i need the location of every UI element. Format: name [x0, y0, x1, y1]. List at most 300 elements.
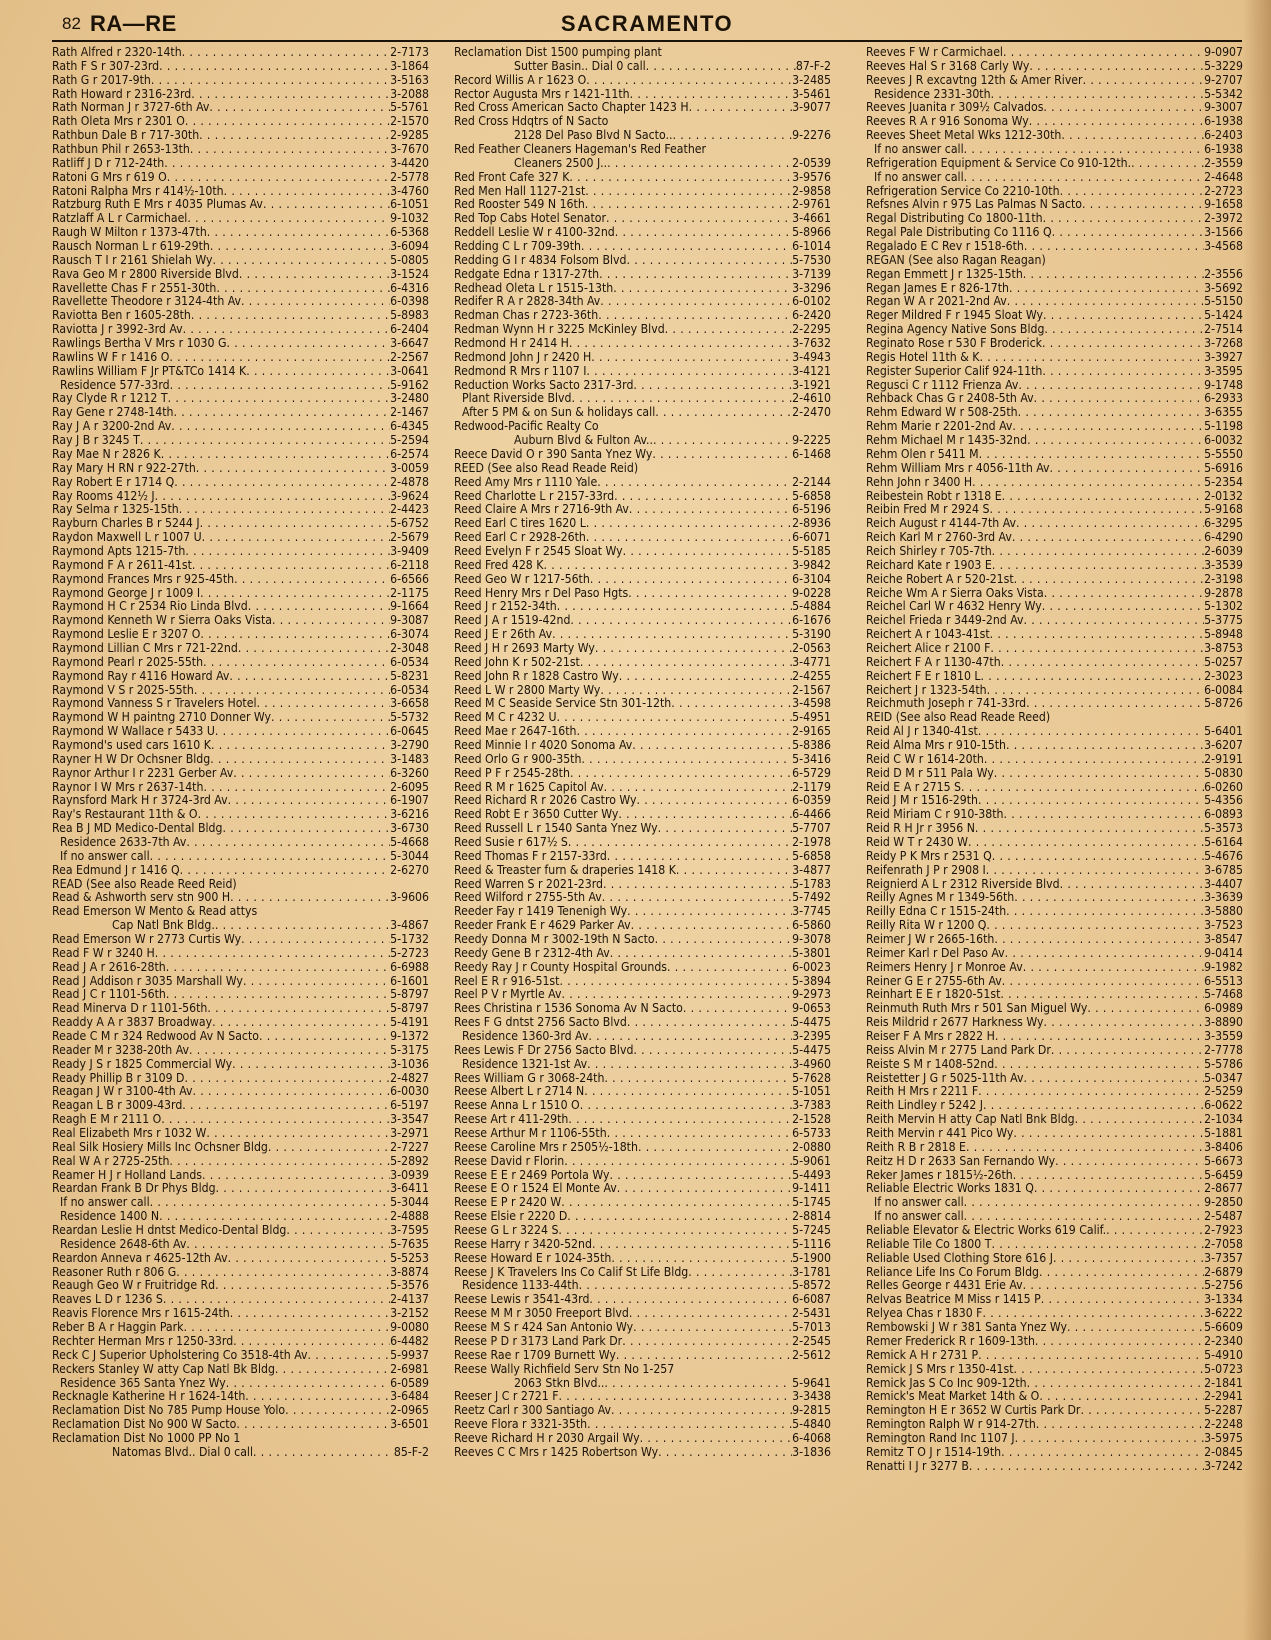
listing-entry: [454, 725, 831, 739]
listing-phone: 3-9409: [390, 544, 429, 558]
listing-phone: 5-7013: [792, 1321, 831, 1335]
listing-entry: [454, 1238, 831, 1252]
leader-dots: [212, 1016, 390, 1030]
listing-phone: 9-1372: [390, 1030, 429, 1044]
leader-dots: [607, 850, 792, 864]
listing-name: Reese Anna L r 1510 O: [454, 1099, 580, 1113]
listing-name: Reeves R A r 916 Sonoma Wy: [866, 115, 1029, 129]
leader-dots: [1012, 420, 1204, 434]
listing-entry: [866, 1002, 1243, 1016]
listing-name: Reclamation Dist No 785 Pump House Yolo: [52, 1404, 286, 1418]
leader-dots: [587, 1058, 792, 1072]
leader-dots: [600, 684, 792, 698]
listing-entry: [454, 337, 831, 351]
listing-entry: [454, 212, 831, 226]
listing-phone: 3-4598: [792, 697, 831, 711]
leader-dots: [580, 1099, 792, 1113]
listing-phone: 2-0563: [792, 641, 831, 655]
listing-entry: [454, 642, 831, 656]
leader-dots: [216, 1182, 391, 1196]
listing-phone: 5-6858: [792, 489, 831, 503]
listing-phone: 5-2354: [1204, 475, 1243, 489]
listing-entry: [52, 74, 429, 88]
listing-name: Red Cross American Sacto Chapter 1423 H: [454, 101, 689, 115]
leader-dots: [991, 88, 1205, 102]
listing-subentry: [454, 1030, 831, 1044]
listing-phone: 5-3229: [1204, 59, 1243, 73]
listing-phone: 5-7530: [792, 253, 831, 267]
listing-phone: 2-0132: [1204, 489, 1243, 503]
listing-name: Red Top Cabs Hotel Senator: [454, 212, 606, 226]
listing-name: Real W A r 2725-25th: [52, 1154, 170, 1168]
listing-name: Reagan J W r 3100-4th Av: [52, 1085, 193, 1099]
leader-dots: [246, 365, 390, 379]
listing-entry: [454, 448, 831, 462]
leader-dots: [616, 1349, 792, 1363]
listing-phone: 5-1881: [1204, 1127, 1243, 1141]
listing-name: Cap Natl Bnk Bldg.: [112, 919, 215, 933]
listing-phone: 6-2403: [1204, 129, 1243, 143]
listing-name: READ (See also Reade Reed Reid): [52, 877, 237, 891]
listing-name: If no answer call: [60, 849, 150, 863]
listing-name: Remick J S Mrs r 1350-41st: [866, 1362, 1014, 1376]
leader-dots: [241, 295, 390, 309]
listing-entry: [454, 1446, 831, 1460]
listing-entry: [52, 808, 429, 822]
listing-entry: [52, 1418, 429, 1432]
listing-phone: 6-4345: [390, 420, 429, 434]
leader-dots: [671, 697, 792, 711]
listing-entry: [52, 476, 429, 490]
listing-phone: 2-1034: [1204, 1113, 1243, 1127]
listing-phone: 3-1334: [1204, 1293, 1243, 1307]
listing-entry: [52, 1349, 429, 1363]
listing-name: Reese Art r 411-29th: [454, 1113, 569, 1127]
leader-dots: [1131, 157, 1204, 171]
leader-dots: [186, 1238, 390, 1252]
listing-name: Remick A H r 2731 P: [866, 1348, 979, 1362]
listing-phone: 2-2340: [1204, 1334, 1243, 1348]
listing-name: Reader M r 3238-20th Av: [52, 1043, 189, 1057]
listing-entry: [866, 1182, 1243, 1196]
listing-name: Raymond W Wallace r 5433 U: [52, 725, 215, 739]
listing-entry: [866, 919, 1243, 933]
listing-name: Rehback Chas G r 2408-5th Av: [866, 392, 1034, 406]
listing-name: Rath Oleta Mrs r 2301 O: [52, 115, 185, 129]
listing-name: Refrigeration Equipment & Service Co 910-12th.: [866, 156, 1132, 170]
leader-dots: [581, 240, 792, 254]
listing-name: Relvas Beatrice M Miss r 1415 P: [866, 1293, 1041, 1307]
listing-phone: 5-2723: [390, 946, 429, 960]
leader-dots: [161, 448, 390, 462]
listing-name: Natomas Blvd.. Dial 0 call: [112, 1445, 254, 1459]
leader-dots: [586, 531, 792, 545]
leader-dots: [212, 254, 390, 268]
listing-phone: 6-3074: [390, 628, 429, 642]
listing-phone: 5-6164: [1204, 835, 1243, 849]
listing-entry: [454, 88, 831, 102]
listing-phone: 5-4676: [1204, 849, 1243, 863]
listing-entry: [52, 462, 429, 476]
listing-heading: [866, 254, 1243, 268]
listing-name: Regina Agency Native Sons Bldg: [866, 323, 1045, 337]
listing-phone: 6-0989: [1204, 1002, 1243, 1016]
listing-phone: 3-3296: [792, 281, 831, 295]
listing-phone: 3-6647: [390, 337, 429, 351]
listing-phone: 2-2470: [792, 406, 831, 420]
listing-name: Rees Lewis F Dr 2756 Sacto Blvd: [454, 1043, 634, 1057]
listing-entry: [52, 1307, 429, 1321]
leader-dots: [1036, 1418, 1204, 1432]
listing-subentry: [52, 1377, 429, 1391]
leader-dots: [222, 822, 390, 836]
listing-name: Readdy A A r 3837 Broadway: [52, 1016, 213, 1030]
listing-name: Renatti I J r 3277 B: [866, 1459, 969, 1473]
listing-name: Reagan L B r 3009-43rd: [52, 1099, 183, 1113]
listing-name: Ray's Restaurant 11th & O: [52, 808, 198, 822]
listing-entry: [866, 1335, 1243, 1349]
listing-entry: [52, 143, 429, 157]
listing-continuation: [454, 434, 831, 448]
listing-entry: [454, 947, 831, 961]
listing-phone: 9-2973: [792, 988, 831, 1002]
listing-name: Reich August r 4144-7th Av: [866, 517, 1016, 531]
leader-dots: [586, 365, 792, 379]
listing-heading: [454, 420, 831, 434]
listing-entry: [454, 1182, 831, 1196]
listing-name: If no answer call: [874, 170, 964, 184]
listing-phone: 6-5860: [792, 919, 831, 933]
leader-dots: [992, 545, 1205, 559]
leader-dots: [683, 1002, 792, 1016]
leader-dots: [689, 101, 793, 115]
listing-name: Reker James r 1815½-26th: [866, 1168, 1013, 1182]
listing-entry: [52, 600, 429, 614]
listing-phone: 6-0102: [792, 295, 831, 309]
listing-phone: 9-3007: [1204, 101, 1243, 115]
listing-name: Rausch Norman L r 619-29th: [52, 240, 210, 254]
listing-name: Reeves C C Mrs r 1425 Robertson Wy: [454, 1445, 659, 1459]
leader-dots: [558, 1224, 792, 1238]
leader-dots: [580, 656, 792, 670]
listing-name: Rees Christina r 1536 Sonoma Av N Sacto: [454, 1002, 683, 1016]
listing-entry: [52, 295, 429, 309]
listing-entry: [866, 462, 1243, 476]
listing-entry: [866, 365, 1243, 379]
listing-entry: [454, 240, 831, 254]
listing-phone: 3-3927: [1204, 350, 1243, 364]
listing-entry: [52, 503, 429, 517]
listing-phone: 9-0228: [792, 586, 831, 600]
listing-entry: [866, 323, 1243, 337]
listing-phone: 3-9842: [792, 558, 831, 572]
listing-entry: [866, 1169, 1243, 1183]
listing-entry: [454, 74, 831, 88]
listing-phone: 3-3539: [1204, 558, 1243, 572]
listing-phone: 6-1601: [390, 974, 429, 988]
listing-name: Reese David r Florin: [454, 1154, 565, 1168]
listing-phone: 3-7268: [1204, 337, 1243, 351]
listing-entry: [52, 1127, 429, 1141]
listing-entry: [454, 268, 831, 282]
leader-dots: [1027, 434, 1204, 448]
listing-phone: 6-1938: [1204, 143, 1243, 157]
listing-entry: [454, 614, 831, 628]
listing-entry: [454, 1321, 831, 1335]
leader-dots: [263, 198, 390, 212]
listing-name: Reifenrath J P r 2908 I: [866, 863, 986, 877]
listing-phone: 9-2815: [792, 1404, 831, 1418]
listing-phone: 6-3104: [792, 572, 831, 586]
listing-entry: [454, 1099, 831, 1113]
listing-entry: [866, 1044, 1243, 1058]
listing-phone: 6-4316: [390, 281, 429, 295]
listing-entry: [454, 379, 831, 393]
listing-name: Reed John R r 1828 Castro Wy: [454, 669, 619, 683]
leader-dots: [1044, 587, 1204, 601]
listing-entry: [454, 988, 831, 1002]
listing-phone: 3-6785: [1204, 863, 1243, 877]
listing-name: Reichert F A r 1130-47th: [866, 655, 1001, 669]
listing-subentry: [52, 1210, 429, 1224]
leader-dots: [613, 282, 792, 296]
leader-dots: [628, 587, 792, 601]
listing-heading: [454, 1363, 831, 1377]
listing-entry: [866, 670, 1243, 684]
listing-phone: 2-2941: [1204, 1390, 1243, 1404]
listing-name: Refrigeration Service Co 2210-10th: [866, 184, 1060, 198]
listing-name: Reed P F r 2545-28th: [454, 766, 570, 780]
listing-phone: 5-3044: [390, 849, 429, 863]
leader-dots: [1034, 392, 1205, 406]
listing-name: Reeve Richard H r 2030 Argail Wy: [454, 1431, 640, 1445]
listing-subentry: [52, 379, 429, 393]
leader-dots: [190, 143, 390, 157]
listing-entry: [866, 517, 1243, 531]
listing-name: Reed M C Seaside Service Stn 301-12th: [454, 697, 672, 711]
listing-name: Reclamation Dist 1500 pumping plant: [454, 46, 662, 59]
listing-entry: [866, 531, 1243, 545]
listing-subentry: [52, 850, 429, 864]
listing-phone: 5-0805: [390, 253, 429, 267]
listing-phone: 3-2790: [390, 738, 429, 752]
listing-name: Reese Lewis r 3541-43rd: [454, 1293, 590, 1307]
listing-entry: [866, 1307, 1243, 1321]
listing-name: Reed Orlo G r 900-35th: [454, 752, 582, 766]
listing-entry: [52, 753, 429, 767]
listing-name: Rayburn Charles B r 5244 J: [52, 517, 200, 531]
listing-phone: 2-1567: [792, 683, 831, 697]
listing-name: Rea B J MD Medico-Dental Bldg: [52, 822, 223, 836]
leader-dots: [192, 559, 390, 573]
listing-phone: 5-3801: [792, 946, 831, 960]
listing-name: Rehm Edward W r 508-25th: [866, 406, 1018, 420]
listing-phone: 9-3078: [792, 933, 831, 946]
listing-phone: 5-9061: [792, 1154, 831, 1168]
listing-phone: 2-2295: [792, 323, 831, 337]
listing-phone: 2-4255: [792, 669, 831, 683]
leader-dots: [191, 88, 390, 102]
listing-phone: 9-2878: [1204, 586, 1243, 600]
listing-entry: [52, 1072, 429, 1086]
leader-dots: [1018, 379, 1204, 393]
listing-phone: 6-0030: [390, 1085, 429, 1099]
listing-entry: [52, 406, 429, 420]
listing-name: Reid E A r 2715 S: [866, 780, 962, 794]
listing-entry: [52, 268, 429, 282]
listing-entry: [866, 822, 1243, 836]
listing-entry: [52, 684, 429, 698]
leader-dots: [183, 323, 391, 337]
listing-name: Rath G r 2017-9th: [52, 73, 151, 87]
listing-name: Reith H Mrs r 2211 F: [866, 1085, 979, 1099]
leader-dots: [236, 1418, 390, 1432]
listing-entry: [52, 822, 429, 836]
listing-entry: [52, 171, 429, 185]
listing-name: Reardan Frank B Dr Phys Bldg: [52, 1182, 216, 1196]
listing-phone: 3-7383: [792, 1099, 831, 1113]
listing-name: Reid Alma Mrs r 910-15th: [866, 738, 1006, 752]
listing-entry: [866, 545, 1243, 559]
listing-phone: 3-6501: [390, 1418, 429, 1432]
listing-name: Reed Robt E r 3650 Cutter Wy: [454, 808, 619, 822]
leader-dots: [215, 725, 390, 739]
listing-name: Reagh E M r 2111 O: [52, 1113, 162, 1127]
leader-dots: [1035, 1335, 1204, 1349]
listing-phone: 9-3087: [390, 614, 429, 628]
listing-name: Reith Mervin H atty Cap Natl Bnk Bldg: [866, 1113, 1075, 1127]
listing-name: Real Silk Hosiery Mills Inc Ochsner Bldg: [52, 1140, 268, 1154]
listing-name: Ray Mary H RN r 922-27th: [52, 461, 196, 475]
listing-name: Reardon Anneva r 4625-12th Av: [52, 1251, 228, 1265]
leader-dots: [174, 476, 390, 490]
listing-entry: [454, 198, 831, 212]
listing-name: REGAN (See also Ragan Reagan): [866, 253, 1046, 267]
leader-dots: [627, 905, 792, 919]
listing-phone: 5-4910: [1204, 1348, 1243, 1362]
leader-dots: [599, 268, 792, 282]
listing-phone: 5-1302: [1204, 600, 1243, 614]
leader-dots: [224, 185, 391, 199]
leader-dots: [617, 1182, 792, 1196]
leader-dots: [167, 171, 390, 185]
leader-dots: [180, 864, 391, 878]
listing-phone: 3-2088: [390, 87, 429, 101]
listing-entry: [866, 739, 1243, 753]
listing-entry: [866, 1266, 1243, 1280]
leader-dots: [626, 254, 792, 268]
leader-dots: [587, 1418, 792, 1432]
leader-dots: [978, 794, 1204, 808]
listing-phone: 5-5342: [1204, 87, 1243, 101]
listing-phone: 9-1982: [1204, 960, 1243, 974]
listing-phone: 3-3595: [1204, 364, 1243, 378]
listing-phone: 3-7139: [792, 267, 831, 281]
listing-phone: 5-4951: [792, 711, 831, 725]
leader-dots: [1034, 1182, 1204, 1196]
listing-entry: [866, 490, 1243, 504]
listing-phone: 3-7595: [390, 1224, 429, 1238]
listing-name: Reitz H D r 2633 San Fernando Wy: [866, 1154, 1056, 1168]
leader-dots: [589, 1293, 792, 1307]
leader-dots: [1007, 295, 1204, 309]
listing-phone: 9-1748: [1204, 378, 1243, 392]
leader-dots: [1003, 808, 1204, 822]
listing-name: Reavis Florence Mrs r 1615-24th: [52, 1307, 230, 1321]
listing-name: Red Men Hall 1127-21st: [454, 184, 586, 198]
listing-name: Reilly Edna C r 1515-24th: [866, 905, 1007, 919]
listing-subentry: [866, 143, 1243, 157]
listing-phone: 5-5732: [390, 711, 429, 725]
listing-phone: 6-1938: [1204, 115, 1243, 129]
listing-entry: [52, 129, 429, 143]
listing-entry: [454, 1044, 831, 1058]
listing-name: Raymond Leslie E r 3207 O: [52, 628, 201, 642]
listing-phone: 9-0080: [390, 1321, 429, 1335]
listing-entry: [454, 850, 831, 864]
listing-name: Reed Charlotte L r 2157-33rd: [454, 489, 615, 503]
listing-name: Rembowski J W r 381 Santa Ynez Wy: [866, 1321, 1068, 1335]
listing-name: If no answer call: [874, 1196, 964, 1210]
listing-subentry: [866, 88, 1243, 102]
leader-dots: [1042, 600, 1204, 614]
leader-dots: [658, 822, 793, 836]
listing-phone: 2-7923: [1204, 1224, 1243, 1238]
leader-dots: [570, 767, 792, 781]
listing-phone: 5-0347: [1204, 1071, 1243, 1085]
listing-phone: 2-9858: [792, 184, 831, 198]
listing-entry: [866, 1252, 1243, 1266]
listing-phone: 2-1467: [390, 406, 429, 420]
listing-name: Residence 1321-1st Av: [462, 1057, 588, 1071]
listing-name: Recknagle Katherine H r 1624-14th: [52, 1390, 246, 1404]
listing-name: Raydon Maxwell L r 1007 U: [52, 531, 202, 545]
listing-name: Reginato Rose r 530 F Broderick: [866, 337, 1042, 351]
listing-name: Remitz T O J r 1514-19th: [866, 1445, 1002, 1459]
listing-name: Reeves J R excavtng 12th & Amer River: [866, 73, 1083, 87]
leader-dots: [1043, 1016, 1204, 1030]
listing-entry: [52, 88, 429, 102]
listing-phone: 2-7173: [390, 46, 429, 59]
listing-phone: 3-9576: [792, 170, 831, 184]
listing-name: Reid C W r 1614-20th: [866, 752, 984, 766]
listing-phone: 3-6484: [390, 1390, 429, 1404]
listing-phone: 3-2971: [390, 1127, 429, 1141]
listing-name: Reiser F A Mrs r 2822 H: [866, 1030, 995, 1044]
listing-name: Read J A r 2616-28th: [52, 960, 166, 974]
listing-phone: 3-1566: [1204, 226, 1243, 240]
leader-dots: [168, 392, 391, 406]
listing-entry: [52, 351, 429, 365]
listing-name: After 5 PM & on Sun & holidays call: [462, 406, 656, 420]
listing-name: Reed Evelyn F r 2545 Sloat Wy: [454, 544, 623, 558]
listing-name: Reich Shirley r 705-7th: [866, 544, 992, 558]
listing-name: Redman Wynn H r 3225 McKinley Blvd: [454, 323, 665, 337]
leader-dots: [268, 1141, 390, 1155]
leader-dots: [1043, 101, 1204, 115]
leader-dots: [603, 878, 792, 892]
listing-name: Redmond H r 2414 H: [454, 337, 569, 351]
listing-continuation: [454, 157, 831, 171]
listing-phone: 5-3044: [390, 1196, 429, 1210]
leader-dots: [1023, 1072, 1204, 1086]
leader-dots: [226, 1377, 390, 1391]
listing-entry: [52, 309, 429, 323]
listing-phone: 5-1198: [1204, 420, 1243, 434]
listing-name: Rehm Olen r 5411 M: [866, 447, 979, 461]
listing-name: Rath Norman J r 3727-6th Av: [52, 101, 210, 115]
listing-name: Reiste S M r 1408-52nd: [866, 1057, 995, 1071]
